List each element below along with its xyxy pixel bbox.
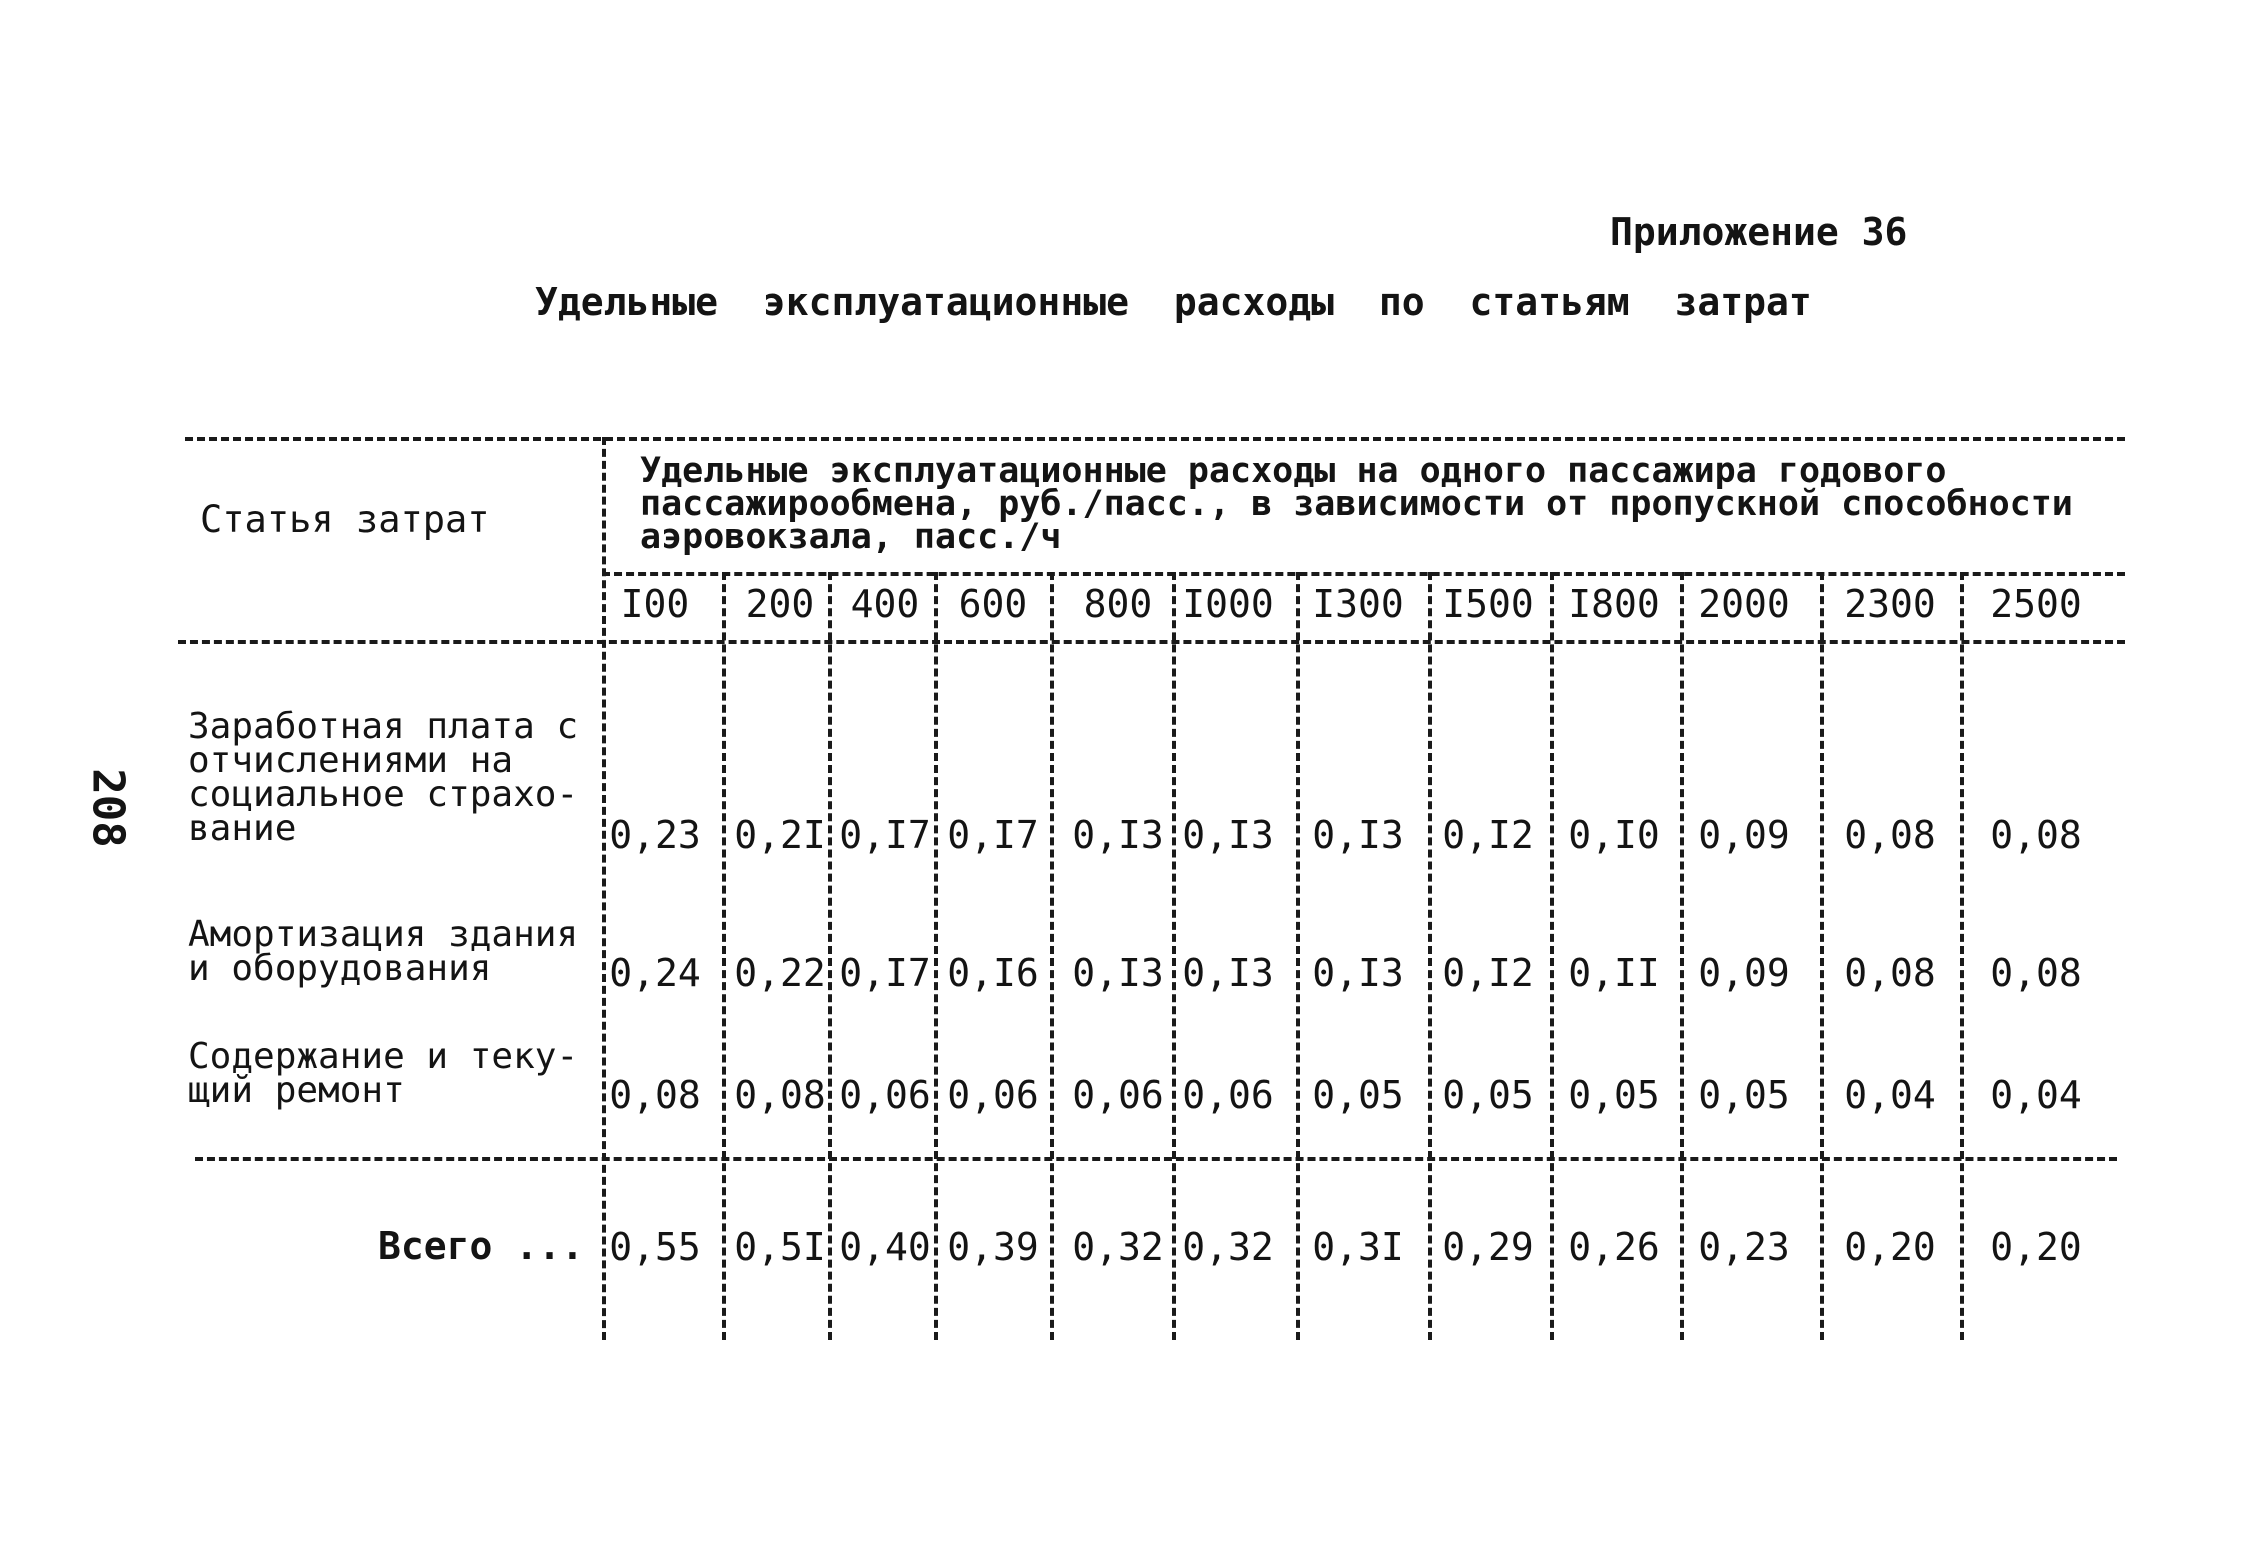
column-header: I300 (1312, 582, 1404, 626)
value-cell: 0,05 (1568, 1073, 1660, 1117)
column-divider (1680, 572, 1684, 1340)
total-value-cell: 0,32 (1182, 1225, 1274, 1269)
value-cell: 0,I3 (1072, 813, 1164, 857)
value-cell: 0,08 (609, 1073, 701, 1117)
total-value-cell: 0,20 (1990, 1225, 2082, 1269)
column-header: I500 (1442, 582, 1534, 626)
total-value-cell: 0,39 (947, 1225, 1039, 1269)
stub-header: Статья затрат (200, 498, 490, 541)
value-cell: 0,04 (1990, 1073, 2082, 1117)
total-value-cell: 0,23 (1698, 1225, 1790, 1269)
value-cell: 0,I6 (947, 951, 1039, 995)
column-header: 2500 (1990, 582, 2082, 626)
column-divider (722, 572, 726, 1340)
value-cell: 0,08 (1844, 951, 1936, 995)
column-header: I00 (620, 582, 690, 626)
value-cell: 0,2I (734, 813, 826, 857)
column-header: 800 (1083, 582, 1153, 626)
total-value-cell: 0,3I (1312, 1225, 1404, 1269)
value-cell: 0,I3 (1312, 813, 1404, 857)
column-header: 400 (850, 582, 920, 626)
value-cell: 0,08 (1844, 813, 1936, 857)
value-cell: 0,06 (947, 1073, 1039, 1117)
value-cell: 0,06 (1072, 1073, 1164, 1117)
value-cell: 0,II (1568, 951, 1660, 995)
column-header: 600 (958, 582, 1028, 626)
value-cell: 0,08 (734, 1073, 826, 1117)
value-cell: 0,I7 (839, 951, 931, 995)
value-cell: 0,I2 (1442, 951, 1534, 995)
column-divider (828, 572, 832, 1340)
value-cell: 0,I3 (1072, 951, 1164, 995)
table-top-rule (185, 437, 2125, 441)
total-separator-rule (195, 1157, 2117, 1161)
column-divider (1960, 572, 1964, 1340)
value-cell: 0,05 (1442, 1073, 1534, 1117)
value-cell: 0,08 (1990, 813, 2082, 857)
value-cell: 0,22 (734, 951, 826, 995)
column-header: I800 (1568, 582, 1660, 626)
value-cell: 0,I3 (1182, 951, 1274, 995)
value-cell: 0,23 (609, 813, 701, 857)
total-value-cell: 0,29 (1442, 1225, 1534, 1269)
total-label: Всего ... (378, 1224, 584, 1268)
total-value-cell: 0,26 (1568, 1225, 1660, 1269)
page-number: 208 (82, 768, 134, 848)
total-value-cell: 0,40 (839, 1225, 931, 1269)
value-cell: 0,09 (1698, 813, 1790, 857)
row-label: Заработная плата с отчислениями на социальное страхо- вание (188, 706, 579, 849)
value-cell: 0,06 (1182, 1073, 1274, 1117)
header-bottom-rule (178, 640, 2125, 644)
column-header: 2000 (1698, 582, 1790, 626)
appendix-label: Приложение 36 (1610, 210, 1908, 254)
total-value-cell: 0,55 (609, 1225, 701, 1269)
value-cell: 0,05 (1312, 1073, 1404, 1117)
total-value-cell: 0,20 (1844, 1225, 1936, 1269)
total-value-cell: 0,32 (1072, 1225, 1164, 1269)
document-title: Удельные эксплуатационные расходы по статьям затрат (535, 280, 1812, 324)
column-divider (1172, 572, 1176, 1340)
value-cell: 0,I7 (947, 813, 1039, 857)
value-cell: 0,I3 (1182, 813, 1274, 857)
column-divider (1050, 572, 1054, 1340)
column-divider (1296, 572, 1300, 1340)
group-header: Удельные эксплуатационные расходы на одного пассажира годового пассажирообмена, руб./пасс., в зависимости от пропускной способности аэровокзала, пасс./ч (640, 451, 2073, 557)
value-cell: 0,I2 (1442, 813, 1534, 857)
column-header: 200 (745, 582, 815, 626)
value-cell: 0,I3 (1312, 951, 1404, 995)
column-divider (1428, 572, 1432, 1340)
column-divider (1820, 572, 1824, 1340)
column-divider (1550, 572, 1554, 1340)
value-cell: 0,05 (1698, 1073, 1790, 1117)
value-cell: 0,08 (1990, 951, 2082, 995)
value-cell: 0,I0 (1568, 813, 1660, 857)
value-cell: 0,09 (1698, 951, 1790, 995)
total-value-cell: 0,5I (734, 1225, 826, 1269)
value-cell: 0,04 (1844, 1073, 1936, 1117)
row-label: Амортизация здания и оборудования (188, 914, 579, 989)
column-header: 2300 (1844, 582, 1936, 626)
value-cell: 0,06 (839, 1073, 931, 1117)
column-divider (934, 572, 938, 1340)
stub-divider (602, 437, 606, 1340)
value-cell: 0,24 (609, 951, 701, 995)
value-cell: 0,I7 (839, 813, 931, 857)
row-label: Содержание и теку- щий ремонт (188, 1036, 579, 1111)
column-header: I000 (1182, 582, 1274, 626)
